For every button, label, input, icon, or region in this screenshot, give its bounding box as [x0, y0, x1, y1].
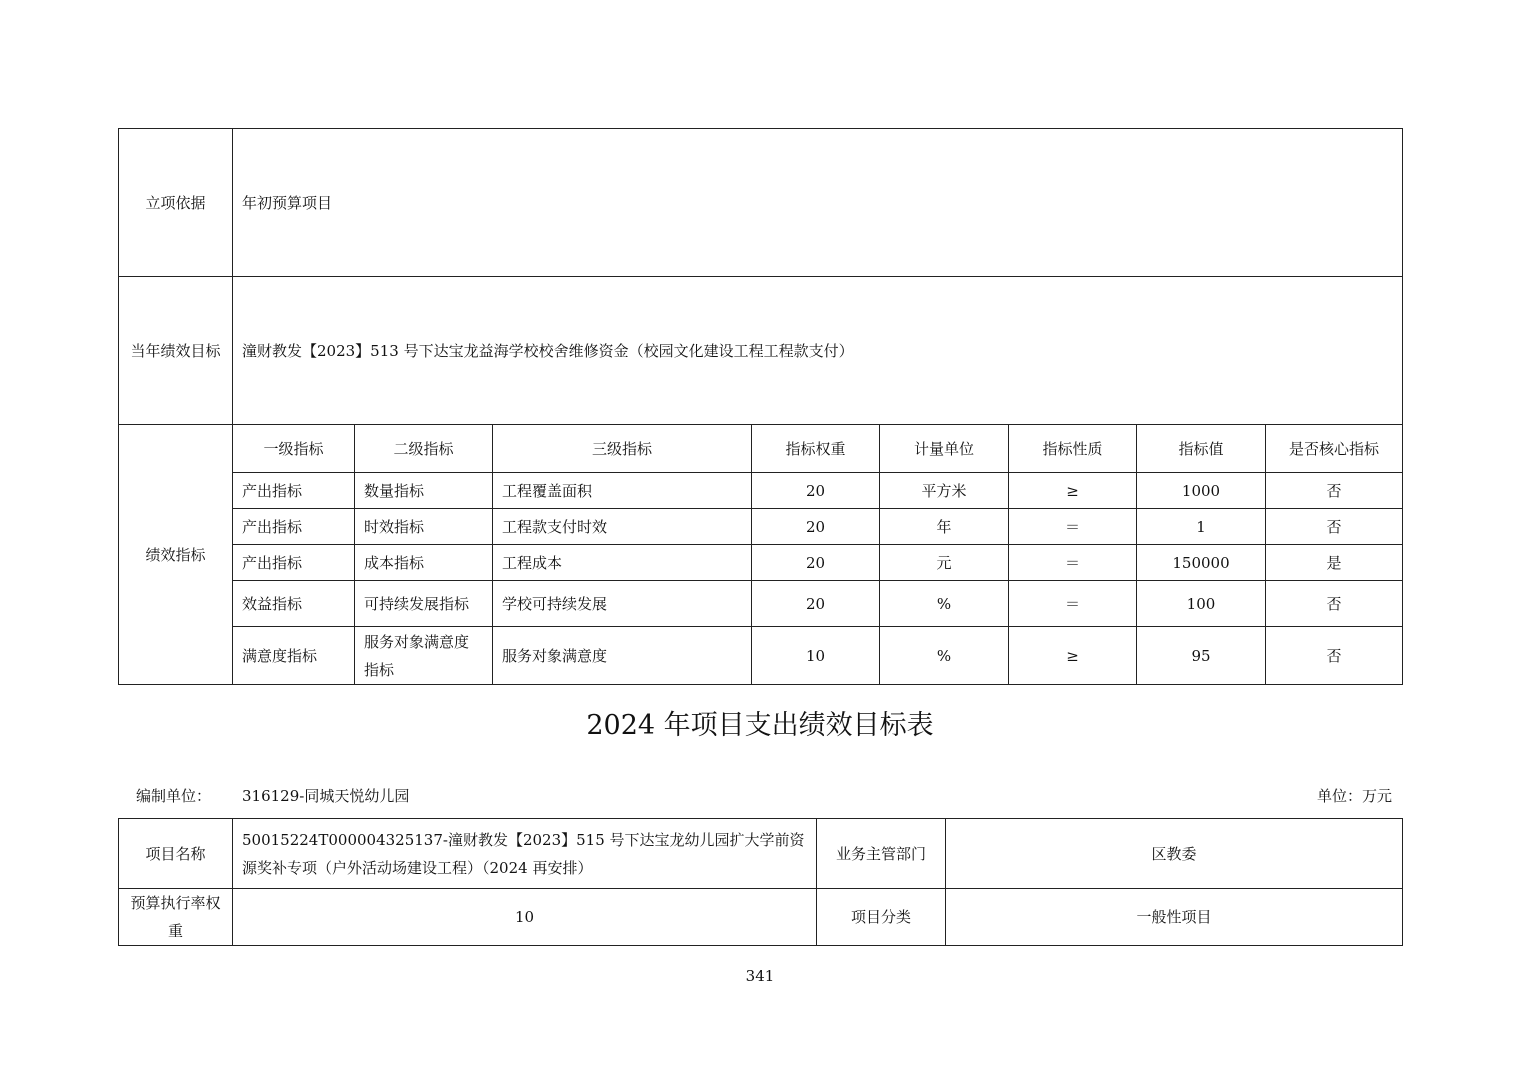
- goal-value: 潼财教发【2023】513 号下达宝龙益海学校校舍维修资金（校园文化建设工程工程款支付）: [233, 277, 1403, 425]
- nature-cell: ＝: [1009, 581, 1137, 627]
- value-cell: 95: [1137, 627, 1266, 685]
- level1-cell: 效益指标: [233, 581, 355, 627]
- core-cell: 否: [1266, 627, 1403, 685]
- unit-cell: 平方米: [880, 473, 1009, 509]
- core-cell: 是: [1266, 545, 1403, 581]
- rate-value: 10: [233, 889, 817, 946]
- weight-cell: 20: [752, 581, 880, 627]
- unit-cell: %: [880, 581, 1009, 627]
- level2-cell: 服务对象满意度指标: [355, 627, 493, 685]
- money-unit: 单位：万元: [1316, 787, 1392, 805]
- value-cell: 1000: [1137, 473, 1266, 509]
- level3-cell: 工程款支付时效: [493, 509, 752, 545]
- level1-cell: 产出指标: [233, 509, 355, 545]
- page-title: 2024 年项目支出绩效目标表: [586, 710, 934, 741]
- unit-cell: 元: [880, 545, 1009, 581]
- org-label: 编制单位：: [136, 787, 212, 805]
- level2-cell: 时效指标: [355, 509, 493, 545]
- nature-cell: ≥: [1009, 627, 1137, 685]
- dept-label: 业务主管部门: [817, 819, 946, 889]
- header-level1: 一级指标: [233, 425, 355, 473]
- basis-value: 年初预算项目: [233, 129, 1403, 277]
- indicator-row: [119, 581, 1403, 627]
- core-cell: 否: [1266, 509, 1403, 545]
- indicator-row: [119, 545, 1403, 581]
- unit-cell: 年: [880, 509, 1009, 545]
- level1-cell: 满意度指标: [233, 627, 355, 685]
- nature-cell: ＝: [1009, 545, 1137, 581]
- indicator-row: [119, 509, 1403, 545]
- dept-value: 区教委: [946, 819, 1403, 889]
- indicator-label: 绩效指标: [119, 425, 233, 685]
- goal-label: 当年绩效目标: [119, 277, 233, 425]
- basis-label: 立项依据: [119, 129, 233, 277]
- rate-label: 预算执行率权重: [119, 889, 233, 946]
- level2-cell: 数量指标: [355, 473, 493, 509]
- value-cell: 1: [1137, 509, 1266, 545]
- level3-cell: 学校可持续发展: [493, 581, 752, 627]
- org-value: 316129-同城天悦幼儿园: [242, 787, 410, 805]
- header-core: 是否核心指标: [1266, 425, 1403, 473]
- org-unit-row: [136, 782, 1392, 810]
- level3-cell: 工程覆盖面积: [493, 473, 752, 509]
- level3-cell: 服务对象满意度: [493, 627, 752, 685]
- level2-cell: 成本指标: [355, 545, 493, 581]
- level1-cell: 产出指标: [233, 473, 355, 509]
- header-level2: 二级指标: [355, 425, 493, 473]
- nature-cell: ≥: [1009, 473, 1137, 509]
- core-cell: 否: [1266, 473, 1403, 509]
- weight-cell: 20: [752, 509, 880, 545]
- unit-cell: %: [880, 627, 1009, 685]
- indicator-row: [119, 627, 1403, 685]
- header-nature: 指标性质: [1009, 425, 1137, 473]
- weight-cell: 20: [752, 473, 880, 509]
- level3-cell: 工程成本: [493, 545, 752, 581]
- indicator-row: [119, 473, 1403, 509]
- level1-cell: 产出指标: [233, 545, 355, 581]
- header-value: 指标值: [1137, 425, 1266, 473]
- nature-cell: ＝: [1009, 509, 1137, 545]
- weight-cell: 20: [752, 545, 880, 581]
- project-name-value: 50015224T000004325137-潼财教发【2023】515 号下达宝龙幼儿园扩大学前资源奖补专项（户外活动场建设工程）（2024 再安排）: [233, 819, 817, 889]
- header-weight: 指标权重: [752, 425, 880, 473]
- header-unit: 计量单位: [880, 425, 1009, 473]
- core-cell: 否: [1266, 581, 1403, 627]
- category-value: 一般性项目: [946, 889, 1403, 946]
- value-cell: 100: [1137, 581, 1266, 627]
- page-number: 341: [745, 967, 775, 985]
- value-cell: 150000: [1137, 545, 1266, 581]
- header-level3: 三级指标: [493, 425, 752, 473]
- project-name-label: 项目名称: [119, 819, 233, 889]
- category-label: 项目分类: [817, 889, 946, 946]
- performance-target-table-top: [118, 128, 1403, 685]
- weight-cell: 10: [752, 627, 880, 685]
- level2-cell: 可持续发展指标: [355, 581, 493, 627]
- performance-target-table-bottom: [118, 818, 1403, 946]
